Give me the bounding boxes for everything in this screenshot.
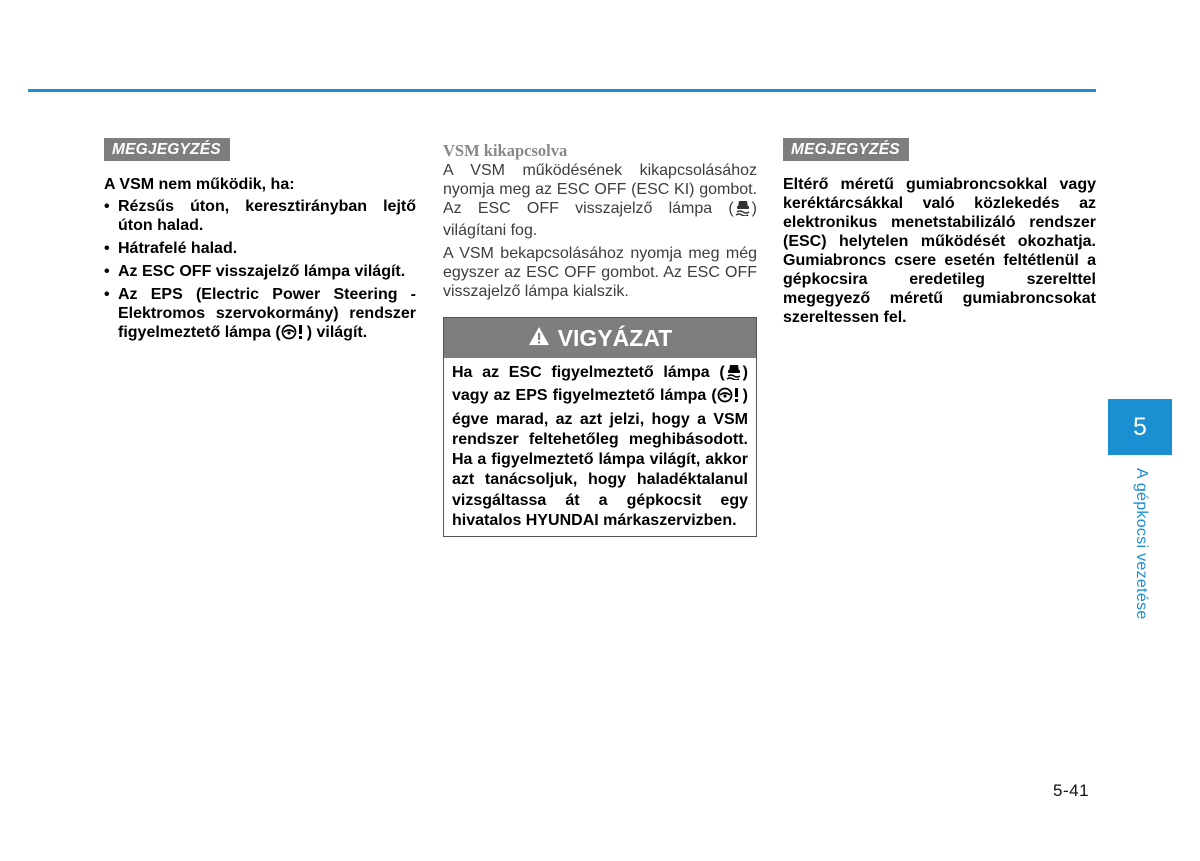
note-label: MEGJEGYZÉS — [783, 138, 909, 161]
paragraph: A VSM működésének kikapcsolásához nyomja meg az ESC OFF (ESC KI) gombot. Az ESC OFF visszajelző lámpa ( ) világítani fog. — [443, 162, 757, 239]
list-item: • Az EPS (Electric Power Steering - Elektromos szervokormány) rendszer figyelmeztető lámpa ( ) világít. — [104, 285, 416, 345]
eps-warning-icon — [281, 323, 307, 345]
eps-warning-icon — [717, 386, 743, 409]
chapter-number: 5 — [1108, 399, 1172, 455]
warning-box — [443, 317, 757, 537]
note-intro: A VSM nem működik, ha: — [104, 176, 295, 193]
right-column — [783, 138, 1096, 327]
header-rule — [28, 89, 1096, 92]
middle-column — [443, 138, 757, 537]
note-text: Eltérő méretű gumiabroncsokkal vagy keréktárcsákkal való közlekedés az elektronikus menetstabilizáló rendszer (ESC) helytelen működését okozhatja. Gumiabroncs csere esetén feltétlenül a gépkocsira eredetileg szerelttel megegyező méretű gumiabroncsokat szereltessen fel. — [783, 176, 1096, 326]
esc-warning-icon — [734, 199, 752, 221]
note-text — [104, 175, 416, 345]
section-text — [443, 161, 757, 301]
warning-triangle-icon — [528, 325, 550, 352]
warning-text: Ha az ESC figyelmeztető lámpa ( ) vagy az EPS figyelmeztető lámpa ( ) égve marad, az azt jelzi, hogy a VSM rendszer feltehetőleg meghibásodott. Ha a figyelmeztető lámpa világít, akkor azt tanácsoljuk, hogy haladéktalanul vizsgáltassa át a gépkocsit egy hivatalos HYUNDAI márkaszervizben. — [452, 364, 748, 530]
warning-title: VIGYÁZAT — [557, 324, 673, 351]
list-item: • Rézsűs úton, keresztirányban lejtő úton halad. — [104, 198, 416, 234]
esc-warning-icon — [725, 363, 743, 386]
left-column — [104, 138, 416, 349]
section-title: VSM kikapcsolva — [443, 141, 568, 160]
list-item: • Hátrafelé halad. — [104, 240, 238, 257]
page-number: 5-41 — [1053, 781, 1090, 800]
paragraph: A VSM bekapcsolásához nyomja meg még egyszer az ESC OFF gombot. Az ESC OFF visszajelző lámpa kialszik. — [443, 245, 757, 300]
warning-header — [444, 318, 756, 358]
chapter-title: A gépkocsi vezetése — [1133, 468, 1150, 620]
list-item: • Az ESC OFF visszajelző lámpa világít. — [104, 263, 406, 280]
note-label: MEGJEGYZÉS — [104, 138, 230, 161]
